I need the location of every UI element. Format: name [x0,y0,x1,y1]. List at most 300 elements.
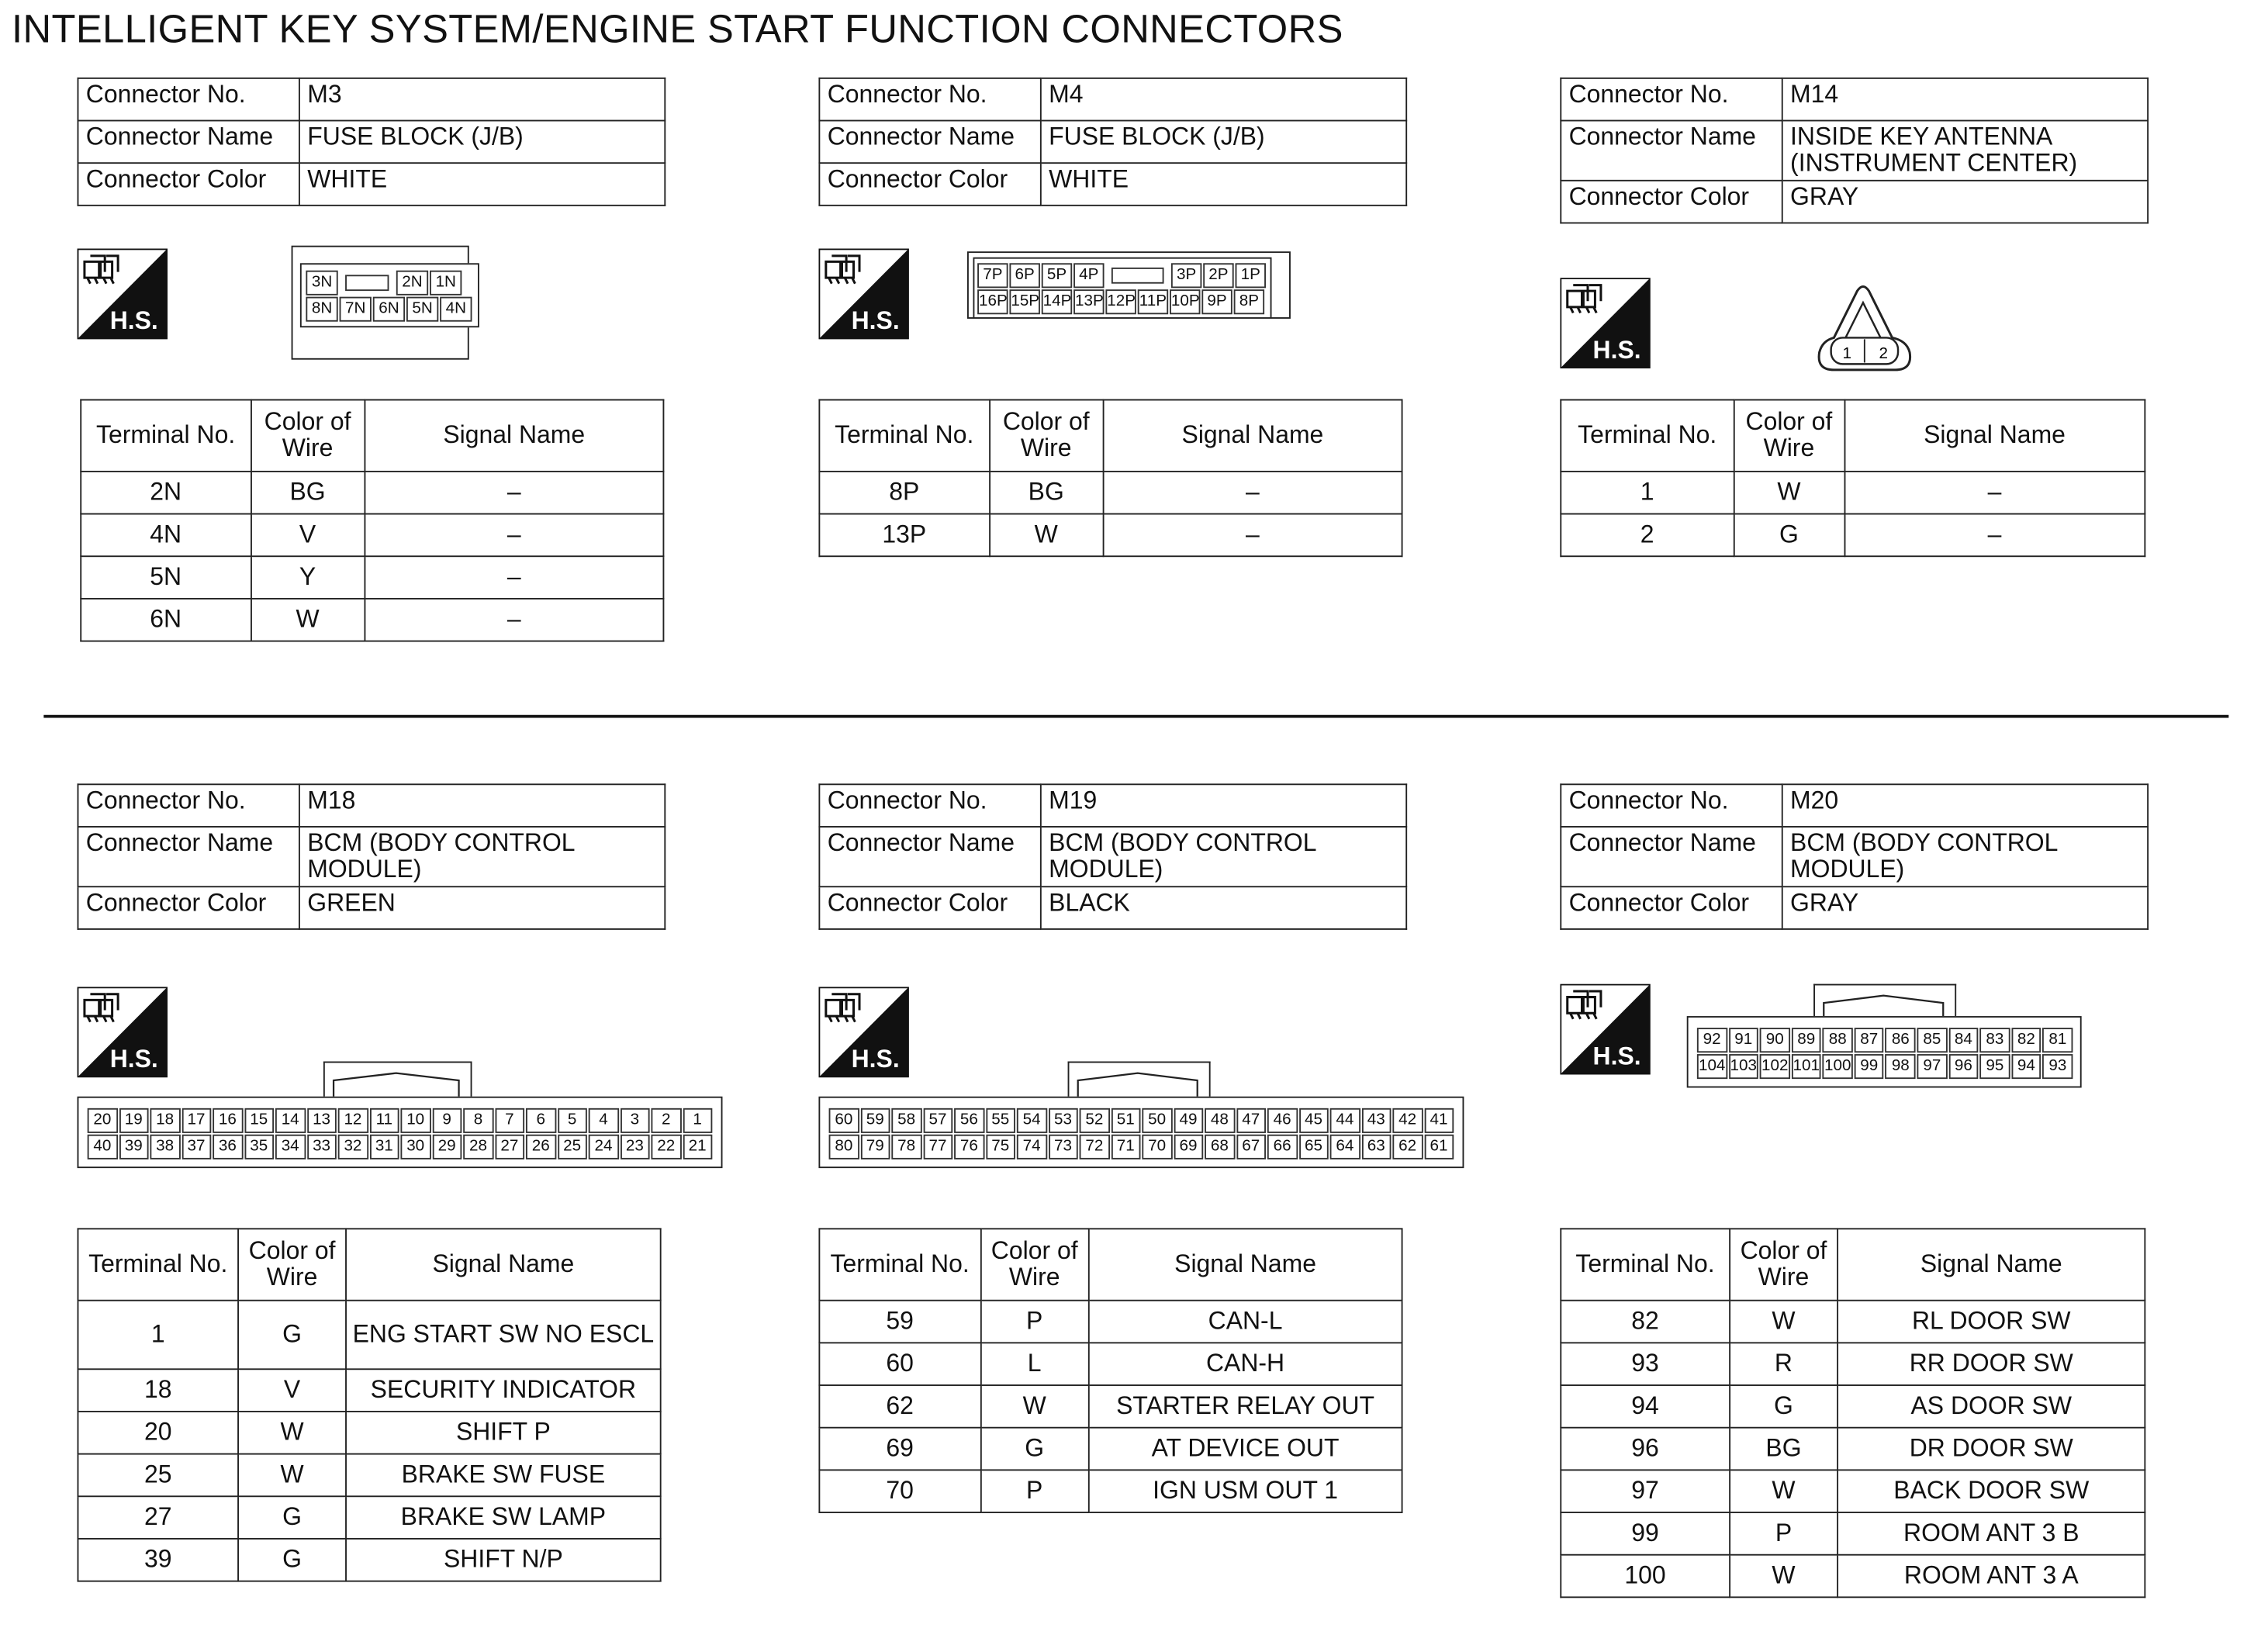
connector-pin: 23 [620,1135,649,1160]
connector-pin: 52 [1080,1108,1109,1133]
pin-row-top [977,261,1267,288]
wire-color: G [1730,1385,1837,1428]
connector-lock-tab [1813,984,1956,1021]
connector-name-row [819,827,1406,886]
terminal-no: 93 [1561,1343,1729,1385]
connector-name-value: BCM (BODY CONTROL MODULE) [1041,827,1406,886]
connector-pin: 8 [463,1108,493,1133]
connector-pin: 1N [430,271,462,295]
wire-color: W [251,599,365,641]
connector-pin: 59 [860,1108,890,1133]
connector-name-label: Connector Name [78,121,299,164]
signal-name: SHIFT N/P [346,1539,661,1581]
wire-color: L [980,1343,1089,1385]
connector-name-label: Connector Name [819,827,1040,886]
connector-pin: 7P [977,263,1008,288]
connector-pin: 3P [1171,263,1201,288]
connector-pin: 51 [1111,1108,1140,1133]
connector-pin: 60 [829,1108,859,1133]
connector-no-label: Connector No. [1561,784,1782,827]
signal-name: – [365,556,663,599]
connector-no-value: M3 [299,78,665,121]
connector-color-label: Connector Color [819,163,1040,206]
connector-pin: 46 [1267,1108,1297,1133]
pin-row-bottom [306,295,473,322]
wire-color: Y [251,556,365,599]
connector-pin: 81 [2043,1028,2073,1052]
connector-key-slot [345,275,389,291]
signal-name: – [365,599,663,641]
connector-name-label: Connector Name [819,121,1040,164]
signal-name: RL DOOR SW [1837,1301,2145,1343]
terminal-no: 60 [819,1343,980,1385]
connector-name-value: INSIDE KEY ANTENNA (INSTRUMENT CENTER) [1782,121,2148,181]
connector-pin: 8N [306,297,337,322]
terminal-row [1561,1555,2145,1598]
connector-name-label: Connector Name [1561,121,1782,181]
wire-color: G [980,1428,1089,1471]
signal-name: ENG START SW NO ESCL [346,1301,661,1370]
connector-pin: 32 [338,1135,368,1160]
connector-pin: 56 [954,1108,984,1133]
terminal-no-header: Terminal No. [81,400,251,472]
hs-label: H.S. [851,1044,900,1073]
connector-pin: 70 [1142,1135,1171,1160]
connector-no-row [1561,784,2148,827]
connector-pin: 15 [244,1108,274,1133]
terminal-no: 1 [1561,472,1734,514]
wire-color: W [1730,1470,1837,1512]
connector-color-label: Connector Color [78,163,299,206]
connector-pin: 14P [1042,289,1072,314]
terminal-no: 2N [81,472,251,514]
terminal-table [80,399,664,642]
wire-color: P [1730,1512,1837,1555]
connector-pin: 34 [275,1135,305,1160]
connector-pin: 2 [1879,344,1889,362]
signal-name: CAN-L [1089,1301,1402,1343]
harness-side-view-icon [78,248,168,339]
connector-pin: 47 [1236,1108,1265,1133]
wire-color: G [238,1496,346,1539]
terminal-no: 97 [1561,1470,1729,1512]
connector-pin: 35 [244,1135,274,1160]
connector-pin: 22 [651,1135,680,1160]
signal-name: SECURITY INDICATOR [346,1369,661,1412]
terminal-no: 20 [78,1412,238,1454]
pin-row-top [88,1107,715,1133]
connector-pin-face [78,1097,723,1168]
connector-no-value: M18 [299,784,665,827]
terminal-row [78,1454,660,1497]
connector-pin: 33 [306,1135,336,1160]
connector-color-label: Connector Color [78,886,299,929]
connector-no-label: Connector No. [1561,78,1782,121]
connector-name-value: FUSE BLOCK (J/B) [1041,121,1406,164]
harness-side-view-icon [818,248,908,339]
connector-color-value: GRAY [1782,181,2148,223]
connector-name-label: Connector Name [78,827,299,886]
connector-pin: 3 [620,1108,649,1133]
connector-no-label: Connector No. [78,784,299,827]
hs-label: H.S. [109,1044,158,1073]
wire-color: W [238,1412,346,1454]
page-title: INTELLIGENT KEY SYSTEM/ENGINE START FUNCTION CONNECTORS [12,7,1343,51]
terminal-row [78,1301,660,1370]
signal-name-header: Signal Name [365,400,663,472]
connector-color-label: Connector Color [1561,886,1782,929]
connector-pin: 77 [923,1135,952,1160]
wire-color: BG [989,472,1103,514]
terminal-table [1560,399,2145,558]
connector-pin: 61 [1424,1135,1454,1160]
terminal-row [81,472,663,514]
connector-pin: 11 [369,1108,399,1133]
wire-color: W [1730,1301,1837,1343]
terminal-row [819,514,1402,557]
connector-key-slot [1111,268,1164,284]
connector-pin-face [818,1097,1464,1168]
connector-pin: 95 [1980,1054,2010,1079]
signal-name-header: Signal Name [1089,1229,1402,1300]
connector-pin: 48 [1205,1108,1234,1133]
terminal-row [81,556,663,599]
color-of-wire-header: Color of Wire [1734,400,1844,472]
connector-pin: 18 [150,1108,179,1133]
signal-name: AT DEVICE OUT [1089,1428,1402,1471]
connector-pin: 100 [1823,1054,1853,1079]
connector-pin: 98 [1886,1054,1916,1079]
terminal-no: 62 [819,1385,980,1428]
connector-pin: 31 [369,1135,399,1160]
connector-info-table [1560,783,2149,930]
connector-pin: 3N [306,271,337,295]
color-of-wire-header: Color of Wire [251,400,365,472]
terminal-header-row [819,1229,1402,1300]
terminal-no: 39 [78,1539,238,1581]
connector-pin: 71 [1111,1135,1140,1160]
connector-pin: 4 [589,1108,618,1133]
connector-pin: 13P [1073,289,1104,314]
connector-pin: 25 [557,1135,586,1160]
connector-pin: 9P [1201,289,1232,314]
connector-color-row [78,886,665,929]
connector-pin: 75 [985,1135,1015,1160]
connector-pin: 2 [651,1108,680,1133]
connector-name-value: BCM (BODY CONTROL MODULE) [1782,827,2148,886]
connector-color-row [1561,886,2148,929]
antenna-connector-face [1813,282,1918,376]
hs-label: H.S. [109,306,158,335]
connector-pin: 5 [557,1108,586,1133]
connector-pin: 30 [400,1135,430,1160]
terminal-no: 82 [1561,1301,1729,1343]
connector-pin: 89 [1791,1028,1821,1052]
connector-pin-face [1687,1016,2082,1087]
connector-pin: 79 [860,1135,890,1160]
connector-pin: 73 [1048,1135,1077,1160]
wire-color: W [1730,1555,1837,1598]
terminal-row [1561,1470,2145,1512]
signal-name: ROOM ANT 3 A [1837,1555,2145,1598]
connector-pin: 63 [1361,1135,1391,1160]
connector-no-value: M19 [1041,784,1406,827]
terminal-no-header: Terminal No. [819,400,989,472]
signal-name: SHIFT P [346,1412,661,1454]
terminal-header-row [78,1229,660,1300]
connector-pin: 97 [1917,1054,1948,1079]
connector-pin: 5P [1042,263,1072,288]
wire-color: P [980,1301,1089,1343]
wire-color: G [238,1539,346,1581]
connector-pin: 12 [338,1108,368,1133]
terminal-no: 4N [81,514,251,557]
terminal-no: 69 [819,1428,980,1471]
connector-pin: 45 [1298,1108,1328,1133]
connector-pin: 10P [1170,289,1200,314]
connector-pin: 44 [1330,1108,1360,1133]
connector-pin: 41 [1424,1108,1454,1133]
connector-pin: 62 [1392,1135,1422,1160]
connector-color-label: Connector Color [1561,181,1782,223]
signal-name: AS DOOR SW [1837,1385,2145,1428]
signal-name: – [1844,472,2145,514]
connector-pin: 1 [1842,344,1852,362]
connector-no-label: Connector No. [78,78,299,121]
terminal-row [1561,1301,2145,1343]
connector-name-row [819,121,1406,164]
terminal-row [1561,1385,2145,1428]
harness-side-view-icon [818,987,908,1077]
connector-pin: 86 [1886,1028,1916,1052]
terminal-row [1561,514,2145,557]
connector-pin: 96 [1948,1054,1979,1079]
terminal-no: 13P [819,514,989,557]
connector-pin-face [300,263,479,327]
terminal-row [819,1470,1402,1512]
connector-pin: 14 [275,1108,305,1133]
connector-pin: 55 [985,1108,1015,1133]
connector-info-table [818,783,1407,930]
connector-no-row [78,78,665,121]
terminal-row [78,1539,660,1581]
connector-pin: 69 [1174,1135,1203,1160]
signal-name: – [365,514,663,557]
connector-pin: 4P [1073,263,1104,288]
harness-side-view-icon [78,987,168,1077]
terminal-no-header: Terminal No. [819,1229,980,1300]
connector-pin: 10 [400,1108,430,1133]
wire-color: G [238,1301,346,1370]
connector-pin: 19 [119,1108,148,1133]
terminal-row [78,1412,660,1454]
connector-pin: 87 [1854,1028,1884,1052]
connector-no-row [78,784,665,827]
connector-pin: 37 [182,1135,211,1160]
wire-color: G [1734,514,1844,557]
pin-row-bottom [1697,1052,2074,1079]
connector-pin: 7 [495,1108,524,1133]
color-of-wire-header: Color of Wire [980,1229,1089,1300]
connector-pin: 2N [396,271,428,295]
connector-no-label: Connector No. [819,78,1040,121]
terminal-row [78,1496,660,1539]
connector-pin: 54 [1017,1108,1046,1133]
connector-lock-tab [323,1062,472,1101]
connector-color-row [78,163,665,206]
signal-name-header: Signal Name [346,1229,661,1300]
connector-pin: 17 [182,1108,211,1133]
connector-color-row [819,163,1406,206]
pin-row-top [1697,1026,2074,1052]
terminal-no: 70 [819,1470,980,1512]
terminal-no: 18 [78,1369,238,1412]
connector-pin: 6 [526,1108,555,1133]
connector-lock-tab [1068,1062,1211,1101]
signal-name-header: Signal Name [1844,400,2145,472]
wire-color: R [1730,1343,1837,1385]
connector-pin: 20 [88,1108,117,1133]
connector-color-value: WHITE [1041,163,1406,206]
signal-name: BRAKE SW LAMP [346,1496,661,1539]
connector-no-label: Connector No. [819,784,1040,827]
connector-pin: 99 [1854,1054,1884,1079]
connector-pin: 78 [891,1135,921,1160]
connector-pin: 49 [1174,1108,1203,1133]
connector-pin: 50 [1142,1108,1171,1133]
terminal-no-header: Terminal No. [78,1229,238,1300]
pin-row-top [306,269,473,295]
terminal-row [819,1428,1402,1471]
terminal-table [1560,1228,2145,1598]
connector-pin: 94 [2011,1054,2041,1079]
hs-label: H.S. [851,306,900,335]
signal-name-header: Signal Name [1837,1229,2145,1300]
signal-name: RR DOOR SW [1837,1343,2145,1385]
connector-pin: 53 [1048,1108,1077,1133]
terminal-row [1561,1428,2145,1471]
terminal-no: 25 [78,1454,238,1497]
connector-pin: 76 [954,1135,984,1160]
connector-pin: 38 [150,1135,179,1160]
connector-name-value: BCM (BODY CONTROL MODULE) [299,827,665,886]
signal-name: IGN USM OUT 1 [1089,1470,1402,1512]
connector-pin: 58 [891,1108,921,1133]
connector-pin: 64 [1330,1135,1360,1160]
terminal-no: 27 [78,1496,238,1539]
wire-color: V [251,514,365,557]
signal-name: STARTER RELAY OUT [1089,1385,1402,1428]
terminal-no: 8P [819,472,989,514]
signal-name: ROOM ANT 3 B [1837,1512,2145,1555]
connector-pin: 65 [1298,1135,1328,1160]
connector-pin: 6P [1009,263,1039,288]
harness-side-view-icon [1560,984,1650,1075]
terminal-no: 94 [1561,1385,1729,1428]
terminal-row [81,599,663,641]
connector-pin: 84 [1948,1028,1979,1052]
connector-pin: 90 [1760,1028,1790,1052]
terminal-row [1561,1343,2145,1385]
section-divider [43,715,2228,718]
connector-pin: 1P [1236,263,1266,288]
pin-row-bottom [88,1133,715,1160]
connector-pin: 8P [1234,289,1264,314]
connector-no-row [819,78,1406,121]
connector-color-row [1561,181,2148,223]
wire-color: W [989,514,1103,557]
connector-info-table [78,783,666,930]
signal-name: – [1103,514,1402,557]
connector-pin: 67 [1236,1135,1265,1160]
pin-row-bottom [829,1133,1457,1160]
terminal-no: 96 [1561,1428,1729,1471]
signal-name: DR DOOR SW [1837,1428,2145,1471]
connector-pin: 68 [1205,1135,1234,1160]
harness-side-view-icon [1560,278,1650,368]
connector-name-row [78,121,665,164]
connector-pin: 1 [683,1108,712,1133]
wire-color: W [1734,472,1844,514]
connector-pin: 24 [589,1135,618,1160]
connector-no-value: M20 [1782,784,2148,827]
terminal-row [819,1301,1402,1343]
wire-color: P [980,1470,1089,1512]
connector-pin: 15P [1009,289,1039,314]
terminal-row [78,1369,660,1412]
hs-label: H.S. [1592,1042,1641,1070]
terminal-header-row [1561,1229,2145,1300]
terminal-row [1561,472,2145,514]
signal-name: BRAKE SW FUSE [346,1454,661,1497]
wire-color: W [980,1385,1089,1428]
terminal-row [819,1385,1402,1428]
connector-name-row [78,827,665,886]
terminal-no-header: Terminal No. [1561,400,1734,472]
terminal-table [818,1228,1402,1513]
connector-pin: 82 [2011,1028,2041,1052]
connector-no-row [1561,78,2148,121]
connector-color-value: GRAY [1782,886,2148,929]
connector-pin: 72 [1080,1135,1109,1160]
signal-name: – [365,472,663,514]
color-of-wire-header: Color of Wire [989,400,1103,472]
terminal-no: 99 [1561,1512,1729,1555]
connector-color-value: WHITE [299,163,665,206]
connector-pin: 11P [1138,289,1168,314]
connector-pin: 2P [1203,263,1233,288]
connector-pin: 16P [977,289,1008,314]
wire-color: W [238,1454,346,1497]
signal-name: – [1103,472,1402,514]
connector-pin: 92 [1697,1028,1727,1052]
connector-pin: 12P [1105,289,1136,314]
wire-color: BG [1730,1428,1837,1471]
terminal-row [819,472,1402,514]
signal-name: – [1844,514,2145,557]
connector-pin: 74 [1017,1135,1046,1160]
connector-name-row [1561,827,2148,886]
connector-pin: 9 [432,1108,462,1133]
terminal-no: 2 [1561,514,1734,557]
connector-pin: 85 [1917,1028,1948,1052]
signal-name: BACK DOOR SW [1837,1470,2145,1512]
wire-color: BG [251,472,365,514]
signal-name-header: Signal Name [1103,400,1402,472]
connector-pin: 80 [829,1135,859,1160]
connector-pin: 93 [2043,1054,2073,1079]
connector-color-label: Connector Color [819,886,1040,929]
